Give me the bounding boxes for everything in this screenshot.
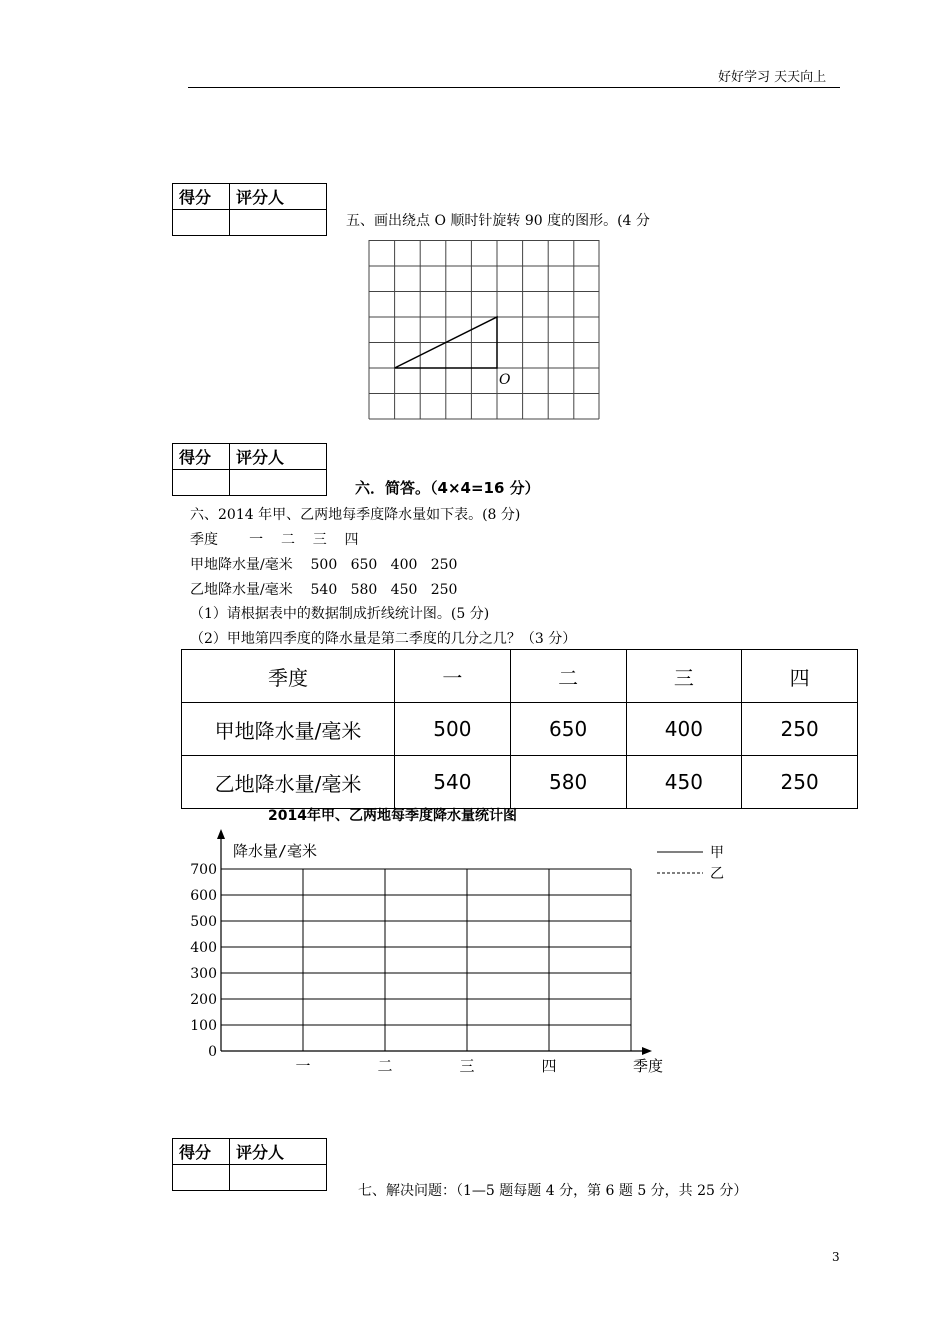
y-axis-label: 降水量/毫米 [233,842,318,860]
y-tick-label: 300 [190,966,217,982]
table-row [182,703,858,756]
y-tick-label: 0 [208,1044,217,1060]
x-tick-label: 三 [459,1057,475,1075]
section-six-title: 六．简答。（4×4=16 分） [355,479,540,497]
header-rule [188,87,840,88]
score-cell[interactable] [173,1165,230,1191]
table-header-cell: 二 [510,650,626,703]
rotation-grid [368,240,603,425]
grader-cell[interactable] [230,1165,327,1191]
table-header-row [182,650,858,703]
table-cell: 500 [395,703,511,756]
page-number: 3 [832,1250,840,1264]
table-cell: 580 [510,756,626,809]
x-axis-arrow [642,1047,652,1055]
table-header-cell: 季度 [182,650,395,703]
header-motto: 好好学习 天天向上 [718,70,827,85]
legend-label-jia: 甲 [710,845,724,861]
q7-text: 七、解决问题：（1—5 题每题 4 分，第 6 题 5 分，共 25 分） [358,1183,748,1199]
grader-cell[interactable] [230,470,327,496]
legend-label-yi: 乙 [710,866,724,882]
score-cell[interactable] [173,210,230,236]
q6-intro: 六、2014 年甲、乙两地每季度降水量如下表。(8 分) [190,507,521,523]
y-tick-label: 700 [190,862,217,878]
chart-title: 2014年甲、乙两地每季度降水量统计图 [268,808,517,824]
q6-row-a-line: 甲地降水量/毫米 500 650 400 250 [190,557,458,573]
rainfall-table [181,649,858,809]
x-tick-label: 一 [295,1057,311,1075]
q6-sub2: （2）甲地第四季度的降水量是第二季度的几分之几？（3 分） [190,631,577,647]
table-cell: 450 [626,756,742,809]
score-label: 得分 [173,184,230,210]
line-chart [170,825,740,1085]
table-cell: 650 [510,703,626,756]
table-cell: 250 [742,756,858,809]
table-cell: 250 [742,703,858,756]
x-tick-label: 二 [377,1057,393,1075]
score-label: 得分 [173,444,230,470]
y-axis-arrow [217,829,225,839]
table-row [182,756,858,809]
y-tick-label: 400 [190,940,217,956]
score-box-q7 [172,1138,327,1191]
grader-label: 评分人 [230,1139,327,1165]
score-label: 得分 [173,1139,230,1165]
table-cell: 400 [626,703,742,756]
x-tick-label: 四 [541,1057,557,1075]
table-cell: 540 [395,756,511,809]
q6-sub1: （1）请根据表中的数据制成折线统计图。(5 分) [190,606,490,622]
q6-row-header-line: 季度 一 二 三 四 [190,532,359,548]
grid-lines [369,240,599,419]
table-cell: 乙地降水量/毫米 [182,756,395,809]
score-box-q6 [172,443,327,496]
point-o-label: O [499,372,511,388]
table-header-cell: 三 [626,650,742,703]
y-tick-label: 600 [190,888,217,904]
y-tick-label: 500 [190,914,217,930]
table-header-cell: 一 [395,650,511,703]
y-tick-label: 100 [190,1018,217,1034]
table-cell: 甲地降水量/毫米 [182,703,395,756]
q6-row-b-line: 乙地降水量/毫米 540 580 450 250 [190,582,458,598]
score-cell[interactable] [173,470,230,496]
grader-label: 评分人 [230,184,327,210]
score-box-q5 [172,183,327,236]
x-axis-label: 季度 [632,1057,664,1075]
grader-label: 评分人 [230,444,327,470]
grader-cell[interactable] [230,210,327,236]
table-header-cell: 四 [742,650,858,703]
y-tick-label: 200 [190,992,217,1008]
q5-text: 五、画出绕点 O 顺时针旋转 90 度的图形。(4 分 [346,213,650,229]
